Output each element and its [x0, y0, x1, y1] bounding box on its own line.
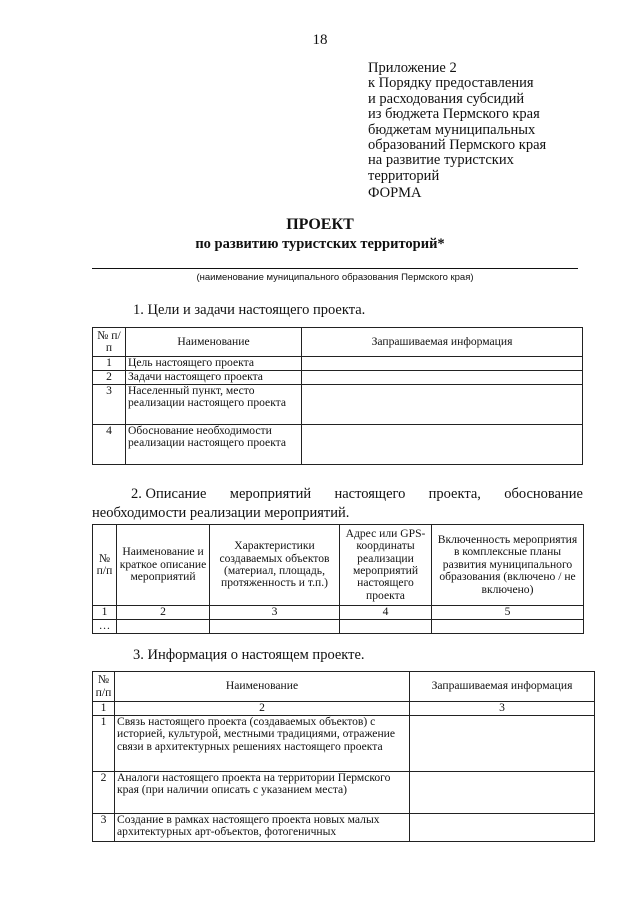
section2-table	[92, 524, 584, 634]
row-num: 3	[93, 814, 115, 842]
section3-table	[92, 671, 595, 842]
column-number: 4	[340, 606, 432, 620]
row-num: 1	[93, 716, 115, 772]
row-ellipsis: …	[93, 620, 117, 634]
column-number: 2	[117, 606, 210, 620]
table-header-row	[93, 328, 583, 357]
header-name: Наименование	[126, 328, 302, 357]
row-num: 1	[93, 357, 126, 371]
header-address: Адрес или GPS-координаты реализации мероприятий настоящего проекта	[340, 525, 432, 606]
row-num: 3	[93, 385, 126, 425]
empty-cell	[210, 620, 340, 634]
row-value-cell	[410, 772, 595, 814]
section1-heading: 1. Цели и задачи настоящего проекта.	[133, 302, 366, 318]
heading-word: 2. Описание	[131, 486, 207, 502]
fill-in-line	[92, 268, 578, 269]
column-number: 2	[115, 702, 410, 716]
header-num: № п/п	[93, 525, 117, 606]
header-characteristics: Характеристики создаваемых объектов (материал, площадь, протяженность и т.п.)	[210, 525, 340, 606]
annex-header	[368, 61, 608, 184]
row-name: Аналоги настоящего проекта на территории Пермского края (при наличии описать с указанием места)	[115, 772, 410, 814]
annex-line: на развитие туристских	[368, 152, 514, 169]
row-num: 4	[93, 425, 126, 465]
row-value-cell	[410, 716, 595, 772]
table-row	[93, 371, 583, 385]
heading-word: проекта,	[428, 486, 481, 502]
document-title: ПРОЕКТ	[286, 216, 354, 233]
empty-cell	[340, 620, 432, 634]
annex-line: из бюджета Пермского края	[368, 106, 540, 123]
column-number: 3	[410, 702, 595, 716]
table-row	[93, 385, 583, 425]
column-number: 5	[432, 606, 584, 620]
row-name: Связь настоящего проекта (создаваемых объектов) с историей, культурой, местными традициями, отражение связи в архитектурных решениях настоящего проекта	[115, 716, 410, 772]
row-name: Обоснование необходимости реализации настоящего проекта	[126, 425, 302, 465]
table-row	[93, 814, 595, 842]
table-header-row	[93, 525, 584, 606]
annex-line: Приложение 2	[368, 60, 457, 76]
heading-word: мероприятий	[229, 486, 312, 502]
numbering-row	[93, 702, 595, 716]
column-number: 1	[93, 702, 115, 716]
annex-line: территорий	[368, 167, 440, 184]
row-value-cell	[302, 357, 583, 371]
row-name: Создание в рамках настоящего проекта новых малых архитектурных арт-объектов, фотогеничных	[115, 814, 410, 842]
annex-line: к Порядку предоставления	[368, 75, 534, 92]
section2-heading	[92, 485, 583, 523]
row-num: 2	[93, 371, 126, 385]
table-row	[93, 716, 595, 772]
column-number: 3	[210, 606, 340, 620]
heading-line: необходимости реализации мероприятий.	[92, 505, 350, 521]
row-value-cell	[302, 425, 583, 465]
row-name: Населенный пункт, место реализации настоящего проекта	[126, 385, 302, 425]
table-row	[93, 620, 584, 634]
header-inclusion: Включенность мероприятия в комплексные планы развития муниципального образования (включено / не включено)	[432, 525, 584, 606]
header-info: Запрашиваемая информация	[410, 672, 595, 702]
empty-cell	[432, 620, 584, 634]
section1-table	[92, 327, 583, 465]
annex-line: бюджетам муниципальных	[368, 121, 536, 138]
numbering-row	[93, 606, 584, 620]
form-label: ФОРМА	[368, 185, 422, 201]
fill-in-caption: (наименование муниципального образования Пермского края)	[196, 272, 474, 283]
row-name: Задачи настоящего проекта	[126, 371, 302, 385]
heading-word: обоснование	[504, 486, 583, 502]
row-value-cell	[410, 814, 595, 842]
row-name: Цель настоящего проекта	[126, 357, 302, 371]
row-value-cell	[302, 385, 583, 425]
header-event: Наименование и краткое описание мероприятий	[117, 525, 210, 606]
page-number: 18	[312, 32, 328, 48]
column-number: 1	[93, 606, 117, 620]
row-num: 2	[93, 772, 115, 814]
header-num: № п/п	[93, 672, 115, 702]
section3-heading: 3. Информация о настоящем проекте.	[133, 647, 365, 663]
table-row	[93, 772, 595, 814]
empty-cell	[117, 620, 210, 634]
header-info: Запрашиваемая информация	[302, 328, 583, 357]
table-header-row	[93, 672, 595, 702]
header-num: № п/п	[93, 328, 126, 357]
table-row	[93, 357, 583, 371]
table-row	[93, 425, 583, 465]
heading-word: настоящего	[334, 486, 406, 502]
annex-line: и расходования субсидий	[368, 90, 525, 107]
document-subtitle: по развитию туристских территорий*	[195, 236, 445, 252]
row-value-cell	[302, 371, 583, 385]
annex-line: образований Пермского края	[368, 137, 547, 154]
header-name: Наименование	[115, 672, 410, 702]
